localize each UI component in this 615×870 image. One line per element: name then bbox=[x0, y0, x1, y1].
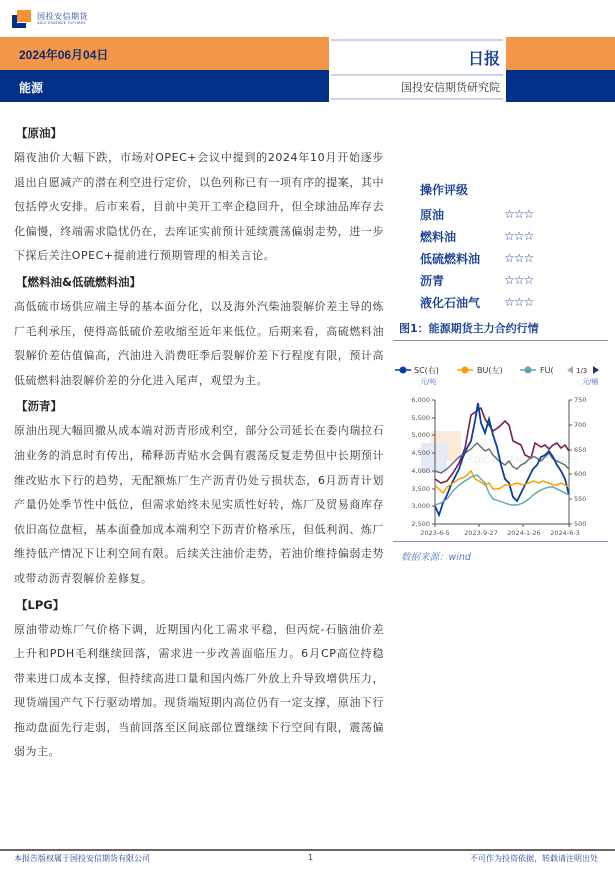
institute-name: 国投安信期货研究院 bbox=[401, 81, 500, 94]
section-title: 【沥青】 bbox=[16, 399, 62, 414]
star-icon: ☆☆☆ bbox=[504, 207, 534, 221]
svg-text:2023-9-27: 2023-9-27 bbox=[464, 529, 498, 537]
svg-text:750: 750 bbox=[574, 396, 587, 404]
footer-disclaimer: 不可作为投资依据，转载请注明出处 bbox=[470, 854, 598, 863]
section-body: 隔夜油价大幅下跌，市场对OPEC+会议中提到的2024年10月开始逐步退出自愿减产的潜在利空进行定价，以色列称已有一项有序的提案，其中包括停火安排。后市来看，目前中美开工率企稳回升，但全球油品库存去化偏慢，终端需求隐忧仍在，去库证实前预计延续震荡偏弱走势，进一步下探后关注OPEC+提前进行预期管理的相关言论。 bbox=[14, 151, 384, 263]
legend-label: FU( bbox=[540, 366, 554, 375]
logo-en-text: SDIC ESSENCE FUTURES bbox=[37, 21, 86, 25]
rating-name: 原油 bbox=[420, 207, 445, 222]
star-icon: ☆☆☆ bbox=[504, 295, 534, 309]
legend-item-bu[interactable] bbox=[457, 365, 503, 375]
x-axis bbox=[420, 524, 580, 537]
svg-text:5,000: 5,000 bbox=[411, 431, 430, 439]
footer-copyright: 本报告版权属于国投安信期货有限公司 bbox=[14, 854, 150, 863]
divider bbox=[393, 541, 608, 542]
report-sector: 能源 bbox=[19, 81, 44, 95]
star-icon: ☆☆☆ bbox=[504, 251, 534, 265]
rating-row bbox=[420, 247, 590, 269]
legend-pager: 1/3 bbox=[576, 367, 588, 375]
section-title: 【LPG】 bbox=[16, 597, 65, 612]
svg-text:550: 550 bbox=[574, 495, 587, 503]
header-blue-band bbox=[0, 70, 615, 102]
section-bitumen bbox=[14, 398, 384, 591]
svg-text:5,500: 5,500 bbox=[411, 414, 430, 422]
divider bbox=[331, 39, 503, 41]
chart-legend bbox=[395, 365, 599, 375]
svg-text:3,500: 3,500 bbox=[411, 485, 430, 493]
svg-text:2023-6-5: 2023-6-5 bbox=[420, 529, 450, 537]
logo-mark-icon bbox=[12, 10, 32, 28]
data-source: 数据来源：wind bbox=[401, 552, 471, 563]
energy-futures-chart bbox=[393, 353, 615, 539]
section-body: 原油出现大幅回撤从成本端对沥青形成利空，部分公司延长在委内瑞拉石油业务的消息时有传出，稀释沥青贴水会偶有震荡反复走势但中长期预计维改贴水下行的趋势，无配额炼厂生产沥青仍处亏损状态，6月沥青计划产量仍处季节性中低位，但需求始终未见实质性好转，炼厂及贸易商库存依旧高位盘桓，基本面叠加成本端利空下沥青价格承压，但低利润、炼厂维持低产情况下让利空间有限。后续关注油价走势，若油价维持偏弱走势或带动沥青裂解价差修复。 bbox=[14, 424, 384, 585]
legend-item-fu[interactable] bbox=[520, 366, 554, 375]
report-date: 2024年06月04日 bbox=[19, 48, 109, 62]
watermark bbox=[421, 431, 579, 473]
svg-text:700: 700 bbox=[574, 421, 587, 429]
left-unit-label: 元/吨 bbox=[420, 378, 437, 386]
rating-row bbox=[420, 225, 590, 247]
svg-text:650: 650 bbox=[574, 446, 587, 454]
svg-text:500: 500 bbox=[574, 520, 587, 528]
svg-text:6,000: 6,000 bbox=[411, 396, 430, 404]
rating-row bbox=[420, 269, 590, 291]
star-icon: ☆☆☆ bbox=[504, 229, 534, 243]
page-number: 1 bbox=[308, 853, 314, 862]
section-fuel-oil bbox=[14, 274, 384, 393]
company-logo bbox=[12, 10, 88, 28]
rating-title: 操作评级 bbox=[420, 183, 469, 197]
rating-row bbox=[420, 203, 590, 225]
report-type: 日报 bbox=[467, 49, 500, 68]
svg-text:2024-1-26: 2024-1-26 bbox=[507, 529, 541, 537]
footer-divider bbox=[0, 849, 615, 851]
operation-rating bbox=[420, 181, 590, 313]
star-icon: ☆☆☆ bbox=[504, 273, 534, 287]
legend-label: SC(右) bbox=[414, 366, 439, 375]
series-fu-line bbox=[435, 475, 569, 505]
rating-name: 液化石油气 bbox=[420, 295, 481, 310]
rating-name: 燃料油 bbox=[420, 229, 457, 244]
divider bbox=[331, 98, 503, 100]
svg-text:2024-6-3: 2024-6-3 bbox=[550, 529, 580, 537]
section-body: 高低硫市场供应端主导的基本面分化，以及海外汽柴油裂解价差主导的炼厂毛利承压，使得高低硫价差收缩至近年来低位。后期来看，高硫燃料油裂解价差估值偏高，汽油进入消费旺季后裂解价差下行程度有限，预计高低硫燃料油裂解价差的分化进入尾声，观望为主。 bbox=[14, 299, 384, 387]
rating-row bbox=[420, 291, 590, 313]
svg-text:SDIC ESSENCE FUTURES: SDIC ESSENCE FUTURES bbox=[468, 456, 579, 466]
rating-name: 沥青 bbox=[420, 273, 445, 288]
legend-next-arrow-icon[interactable] bbox=[593, 366, 599, 374]
divider bbox=[331, 74, 503, 76]
svg-text:3,000: 3,000 bbox=[411, 502, 430, 510]
legend-item-sc[interactable] bbox=[395, 365, 439, 375]
section-title: 【原油】 bbox=[16, 126, 62, 140]
svg-text:4,000: 4,000 bbox=[411, 467, 430, 475]
right-unit-label: 元/桶 bbox=[582, 378, 599, 386]
logo-cn-text: 国投安信期货 bbox=[37, 12, 88, 21]
divider bbox=[393, 340, 608, 341]
section-body: 原油带动炼厂气价格下调，近期国内化工需求平稳，但丙烷-石脑油价差上升和PDH毛利继续回落，需求进一步改善面临压力。6月CP高位持稳带来进口成本支撑，但持续高进口量和国内炼厂外放上升导致增供压力，现货端国产气下行驱动增加。现货端短期内高位仍有一定支撑，原油下行拖动盘面先行走弱，当前回落至区间底部位置继续下行空间有限，震荡偏弱为主。 bbox=[14, 622, 384, 759]
section-lpg bbox=[14, 597, 384, 766]
section-title: 【燃料油&低硫燃料油】 bbox=[16, 274, 142, 289]
svg-text:2,500: 2,500 bbox=[411, 520, 430, 528]
section-crude-oil bbox=[14, 125, 384, 269]
commentary-column bbox=[14, 125, 384, 770]
rating-name: 低硫燃料油 bbox=[420, 251, 481, 266]
svg-text:4,500: 4,500 bbox=[411, 449, 430, 457]
legend-label: BU(左) bbox=[477, 366, 503, 375]
legend-prev-arrow-icon[interactable] bbox=[567, 366, 573, 374]
svg-text:600: 600 bbox=[574, 470, 587, 478]
figure-title: 图1：能源期货主力合约行情 bbox=[399, 322, 539, 335]
